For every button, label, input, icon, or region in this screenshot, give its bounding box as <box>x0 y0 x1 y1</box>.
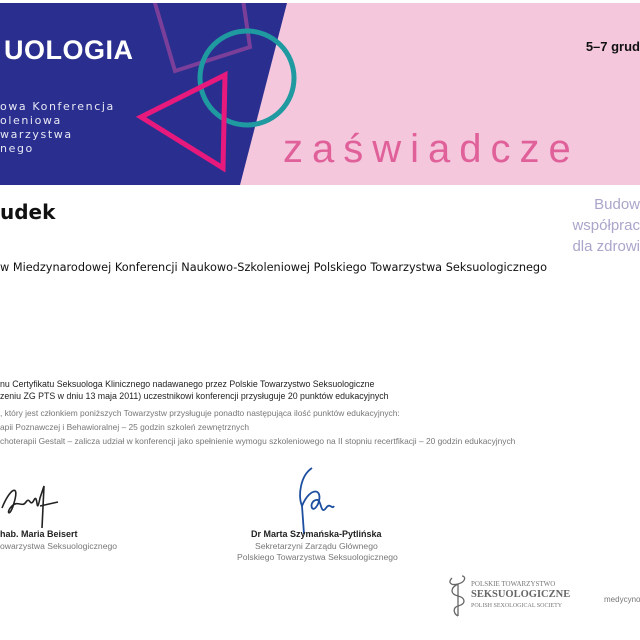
signature-2 <box>290 466 340 536</box>
signatory-1-role: owarzystwa Seksuologicznego <box>0 541 118 551</box>
subtitle-line: warzystwa <box>0 128 73 141</box>
signatory-2-role: Polskiego Towarzystwa Seksuologicznego <box>237 552 398 562</box>
subtitle-line: owa Konferencja <box>0 100 115 113</box>
caduceus-logo-icon <box>448 574 468 618</box>
subtitle-line: nego <box>0 142 34 155</box>
points-line: apii Poznawczej i Behawioralnej – 25 godzin szkoleń zewnętrznych <box>0 422 250 432</box>
signature-1 <box>0 478 70 530</box>
certificate-title: zaświadcze <box>283 127 580 171</box>
tagline-line: Budow <box>594 196 640 213</box>
subtitle-line: oleniowa <box>0 114 62 127</box>
points-line: zeniu ZG PTS w dniu 13 maja 2011) uczestnikowi konferencji przysługuje 20 punktów edukacyjnych <box>0 391 389 401</box>
points-line: nu Certyfikatu Seksuologa Klinicznego nadawanego przez Polskie Towarzystwo Seksuologiczne <box>0 379 375 389</box>
logo-line-1: POLSKIE TOWARZYSTWO <box>471 580 556 588</box>
signatory-2-name: Dr Marta Szymańska-Pytlińska <box>251 529 382 539</box>
points-line: , który jest członkiem poniższych Towarzystw przysługuje ponadto następująca ilość punktów edukacyjnych: <box>0 408 400 418</box>
signatory-2-role: Sekretarzyni Zarządu Głównego <box>255 541 378 551</box>
conference-date: 5–7 grud <box>585 39 640 54</box>
conference-brand: UOLOGIA <box>4 35 134 65</box>
partner-logo-text: medycyno <box>604 595 640 604</box>
recipient-name: udek <box>0 200 56 224</box>
points-line: choterapii Gestalt – zalicza udział w konferencji jako spełnienie wymogu szkoleniowego na II stopniu recertfikacji – 20 godzin edukacyjnych <box>0 436 516 446</box>
participation-text: w Miedzynarodowej Konferencji Naukowo-Szkoleniowej Polskiego Towarzystwa Seksuologicznego <box>0 261 548 274</box>
certificate-header <box>0 3 640 185</box>
logo-line-2: SEKSUOLOGICZNE <box>471 589 571 600</box>
signatory-1-name: hab. Maria Beisert <box>0 529 78 539</box>
logo-line-3: POLISH SEXOLOGICAL SOCIETY <box>471 603 563 609</box>
tagline-line: współprac <box>572 217 640 234</box>
tagline-line: dla zdrowi <box>572 238 640 255</box>
